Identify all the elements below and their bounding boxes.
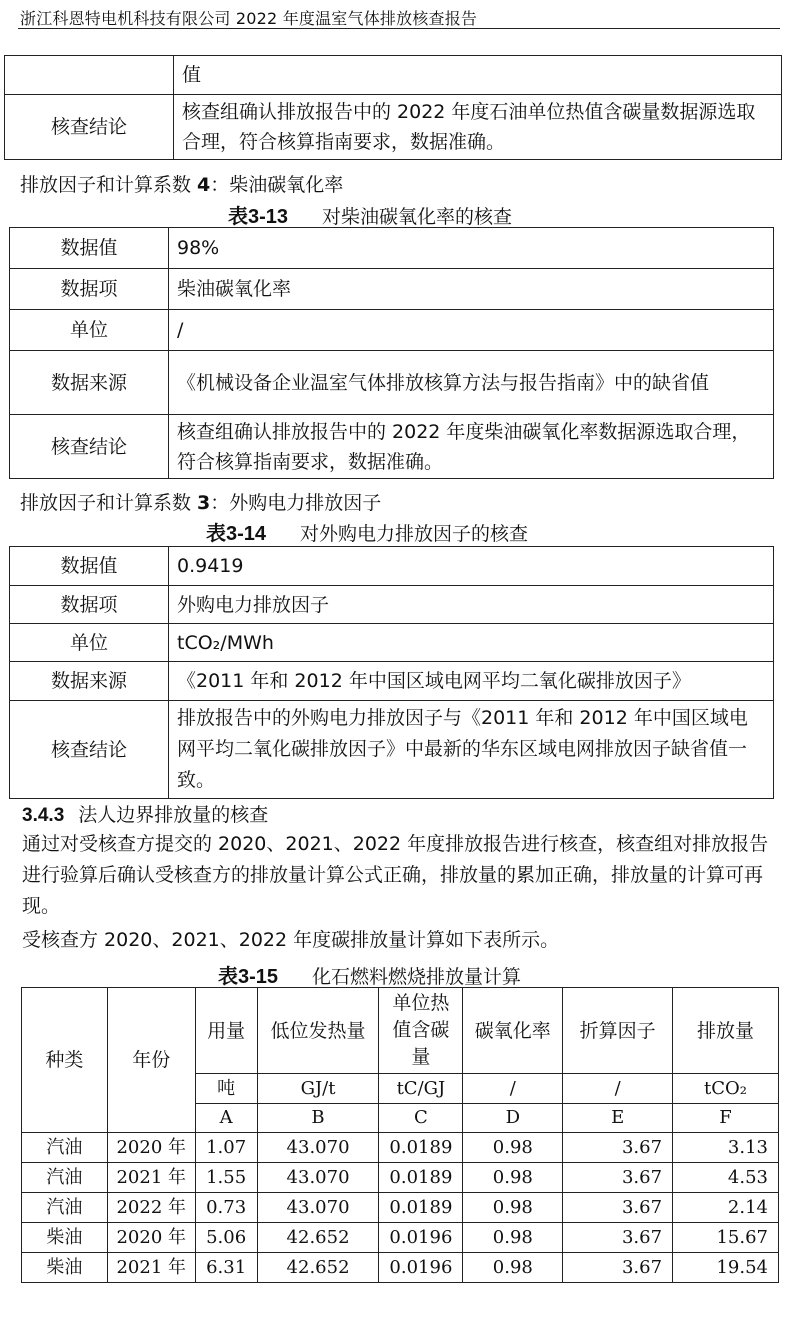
unit-cell: tCO₂: [673, 1074, 779, 1104]
body-paragraph: 通过对受核查方提交的 2020、2021、2022 年度排放报告进行核查，核查组对排放报告进行验算后确认受核查方的排放量计算公式正确，排放量的累加正确，排放量的计算可再现。: [22, 833, 769, 917]
value-cell: 0.98: [463, 1193, 563, 1223]
row-key: 数据值: [10, 228, 169, 269]
section-heading: [20, 488, 381, 515]
table-caption: [206, 517, 528, 546]
row-key: 核查结论: [5, 95, 174, 160]
subsection-heading: [22, 800, 268, 827]
year-cell: 2021 年: [107, 1163, 195, 1193]
table-row: [22, 1223, 779, 1253]
kind-cell: 汽油: [22, 1163, 108, 1193]
value-cell: 4.53: [673, 1163, 779, 1193]
table-row: [10, 415, 774, 479]
unit-cell: /: [463, 1074, 563, 1104]
row-value: 《2011 年和 2012 年中国区域电网平均二氧化碳排放因子》: [169, 662, 774, 701]
kind-cell: 柴油: [22, 1223, 108, 1253]
row-value: 《机械设备企业温室气体排放核算方法与报告指南》中的缺省值: [169, 351, 774, 415]
table-caption-label: 表3-13: [228, 206, 289, 228]
row-key: 数据来源: [10, 662, 169, 701]
row-value: 核查组确认排放报告中的 2022 年度石油单位热值含碳量数据源选取合理，符合核算指南要求，数据准确。: [174, 95, 782, 160]
section-heading-suffix: ：外购电力排放因子: [210, 492, 382, 514]
row-value: 值: [174, 56, 782, 95]
value-cell: 3.67: [563, 1133, 673, 1163]
letter-cell: B: [257, 1104, 379, 1133]
value-cell: 3.13: [673, 1133, 779, 1163]
letter-cell: A: [195, 1104, 257, 1133]
letter-cell: C: [379, 1104, 463, 1133]
col-header: 单位热值含碳量: [379, 988, 463, 1074]
section-heading-prefix: 排放因子和计算系数: [20, 492, 198, 514]
table-header-row: [22, 988, 779, 1074]
table-row: [5, 95, 782, 160]
col-header: 折算因子: [563, 988, 673, 1074]
body-paragraph: 受核查方 2020、2021、2022 年度碳排放量计算如下表所示。: [22, 929, 560, 951]
value-cell: 15.67: [673, 1223, 779, 1253]
row-key: 数据来源: [10, 351, 169, 415]
row-key: 单位: [10, 624, 169, 662]
value-cell: 43.070: [257, 1163, 379, 1193]
row-key: [5, 56, 174, 95]
row-key: 数据项: [10, 269, 169, 310]
table-row: [10, 624, 774, 662]
table-row: [10, 547, 774, 586]
unit-cell: GJ/t: [257, 1074, 379, 1104]
row-value: 0.9419: [169, 547, 774, 586]
row-key: 数据项: [10, 586, 169, 624]
table-row: [22, 1133, 779, 1163]
value-cell: 0.0189: [379, 1133, 463, 1163]
section-heading-number: 3: [197, 492, 211, 514]
table-caption-title: 对外购电力排放因子的核查: [300, 523, 529, 545]
table-caption-label: 表3-15: [218, 966, 279, 988]
col-header: 低位发热量: [257, 988, 379, 1074]
year-cell: 2020 年: [107, 1133, 195, 1163]
table-caption-label: 表3-14: [206, 523, 267, 545]
row-value: /: [169, 310, 774, 351]
table-3-14: [9, 546, 774, 799]
col-header-year: 年份: [107, 988, 195, 1133]
table-3-15: [21, 987, 779, 1283]
letter-cell: D: [463, 1104, 563, 1133]
table-row: [10, 351, 774, 415]
section-heading-number: 4: [197, 174, 211, 196]
subsection-title: 法人边界排放量的核查: [78, 804, 269, 826]
value-cell: 3.67: [563, 1193, 673, 1223]
value-cell: 2.14: [673, 1193, 779, 1223]
value-cell: 0.0189: [379, 1193, 463, 1223]
year-cell: 2020 年: [107, 1223, 195, 1253]
subsection-number: 3.4.3: [22, 805, 65, 826]
header-rule: [18, 28, 780, 29]
letter-cell: E: [563, 1104, 673, 1133]
unit-cell: /: [563, 1074, 673, 1104]
value-cell: 0.98: [463, 1223, 563, 1253]
row-value: 核查组确认排放报告中的 2022 年度柴油碳氧化率数据源选取合理，符合核算指南要求，数据准确。: [169, 415, 774, 479]
row-key: 核查结论: [10, 701, 169, 799]
table-row: [10, 269, 774, 310]
row-key: 单位: [10, 310, 169, 351]
value-cell: 1.07: [195, 1133, 257, 1163]
value-cell: 3.67: [563, 1163, 673, 1193]
value-cell: 43.070: [257, 1193, 379, 1223]
table-row: [10, 310, 774, 351]
value-cell: 19.54: [673, 1253, 779, 1283]
value-cell: 42.652: [257, 1253, 379, 1283]
page-header: 浙江科恩特电机科技有限公司 2022 年度温室气体排放核查报告: [20, 9, 478, 28]
section-heading-suffix: ：柴油碳氧化率: [210, 174, 344, 196]
section-heading: [20, 170, 343, 197]
table-caption: [218, 960, 521, 989]
table-row: [10, 662, 774, 701]
value-cell: 0.98: [463, 1253, 563, 1283]
value-cell: 3.67: [563, 1253, 673, 1283]
table-row: [22, 1253, 779, 1283]
value-cell: 43.070: [257, 1133, 379, 1163]
kind-cell: 汽油: [22, 1133, 108, 1163]
table-caption: [228, 200, 512, 229]
kind-cell: 柴油: [22, 1253, 108, 1283]
section-heading-prefix: 排放因子和计算系数: [20, 174, 198, 196]
letter-cell: F: [673, 1104, 779, 1133]
value-cell: 0.0196: [379, 1253, 463, 1283]
table-caption-title: 化石燃料燃烧排放量计算: [312, 966, 522, 988]
value-cell: 0.73: [195, 1193, 257, 1223]
value-cell: 0.98: [463, 1163, 563, 1193]
table-row: [22, 1163, 779, 1193]
kind-cell: 汽油: [22, 1193, 108, 1223]
table-row: [10, 586, 774, 624]
table-row: [5, 56, 782, 95]
row-value: 柴油碳氧化率: [169, 269, 774, 310]
col-header-kind: 种类: [22, 988, 108, 1133]
col-header: 碳氧化率: [463, 988, 563, 1074]
value-cell: 0.0189: [379, 1163, 463, 1193]
unit-cell: tC/GJ: [379, 1074, 463, 1104]
row-value: 排放报告中的外购电力排放因子与《2011 年和 2012 年中国区域电网平均二氧化碳排放因子》中最新的华东区域电网排放因子缺省值一致。: [169, 701, 774, 799]
table-row: [10, 701, 774, 799]
value-cell: 3.67: [563, 1223, 673, 1253]
value-cell: 0.0196: [379, 1223, 463, 1253]
row-value: 外购电力排放因子: [169, 586, 774, 624]
value-cell: 5.06: [195, 1223, 257, 1253]
value-cell: 0.98: [463, 1133, 563, 1163]
value-cell: 1.55: [195, 1163, 257, 1193]
unit-cell: 吨: [195, 1074, 257, 1104]
table-row: [22, 1193, 779, 1223]
row-value: tCO₂/MWh: [169, 624, 774, 662]
col-header: 用量: [195, 988, 257, 1074]
value-cell: 6.31: [195, 1253, 257, 1283]
row-key: 核查结论: [10, 415, 169, 479]
continued-table: [4, 55, 782, 160]
table-3-13: [9, 227, 774, 479]
row-value: 98%: [169, 228, 774, 269]
value-cell: 42.652: [257, 1223, 379, 1253]
col-header: 排放量: [673, 988, 779, 1074]
year-cell: 2021 年: [107, 1253, 195, 1283]
table-caption-title: 对柴油碳氧化率的核查: [322, 206, 513, 228]
row-key: 数据值: [10, 547, 169, 586]
year-cell: 2022 年: [107, 1193, 195, 1223]
table-row: [10, 228, 774, 269]
